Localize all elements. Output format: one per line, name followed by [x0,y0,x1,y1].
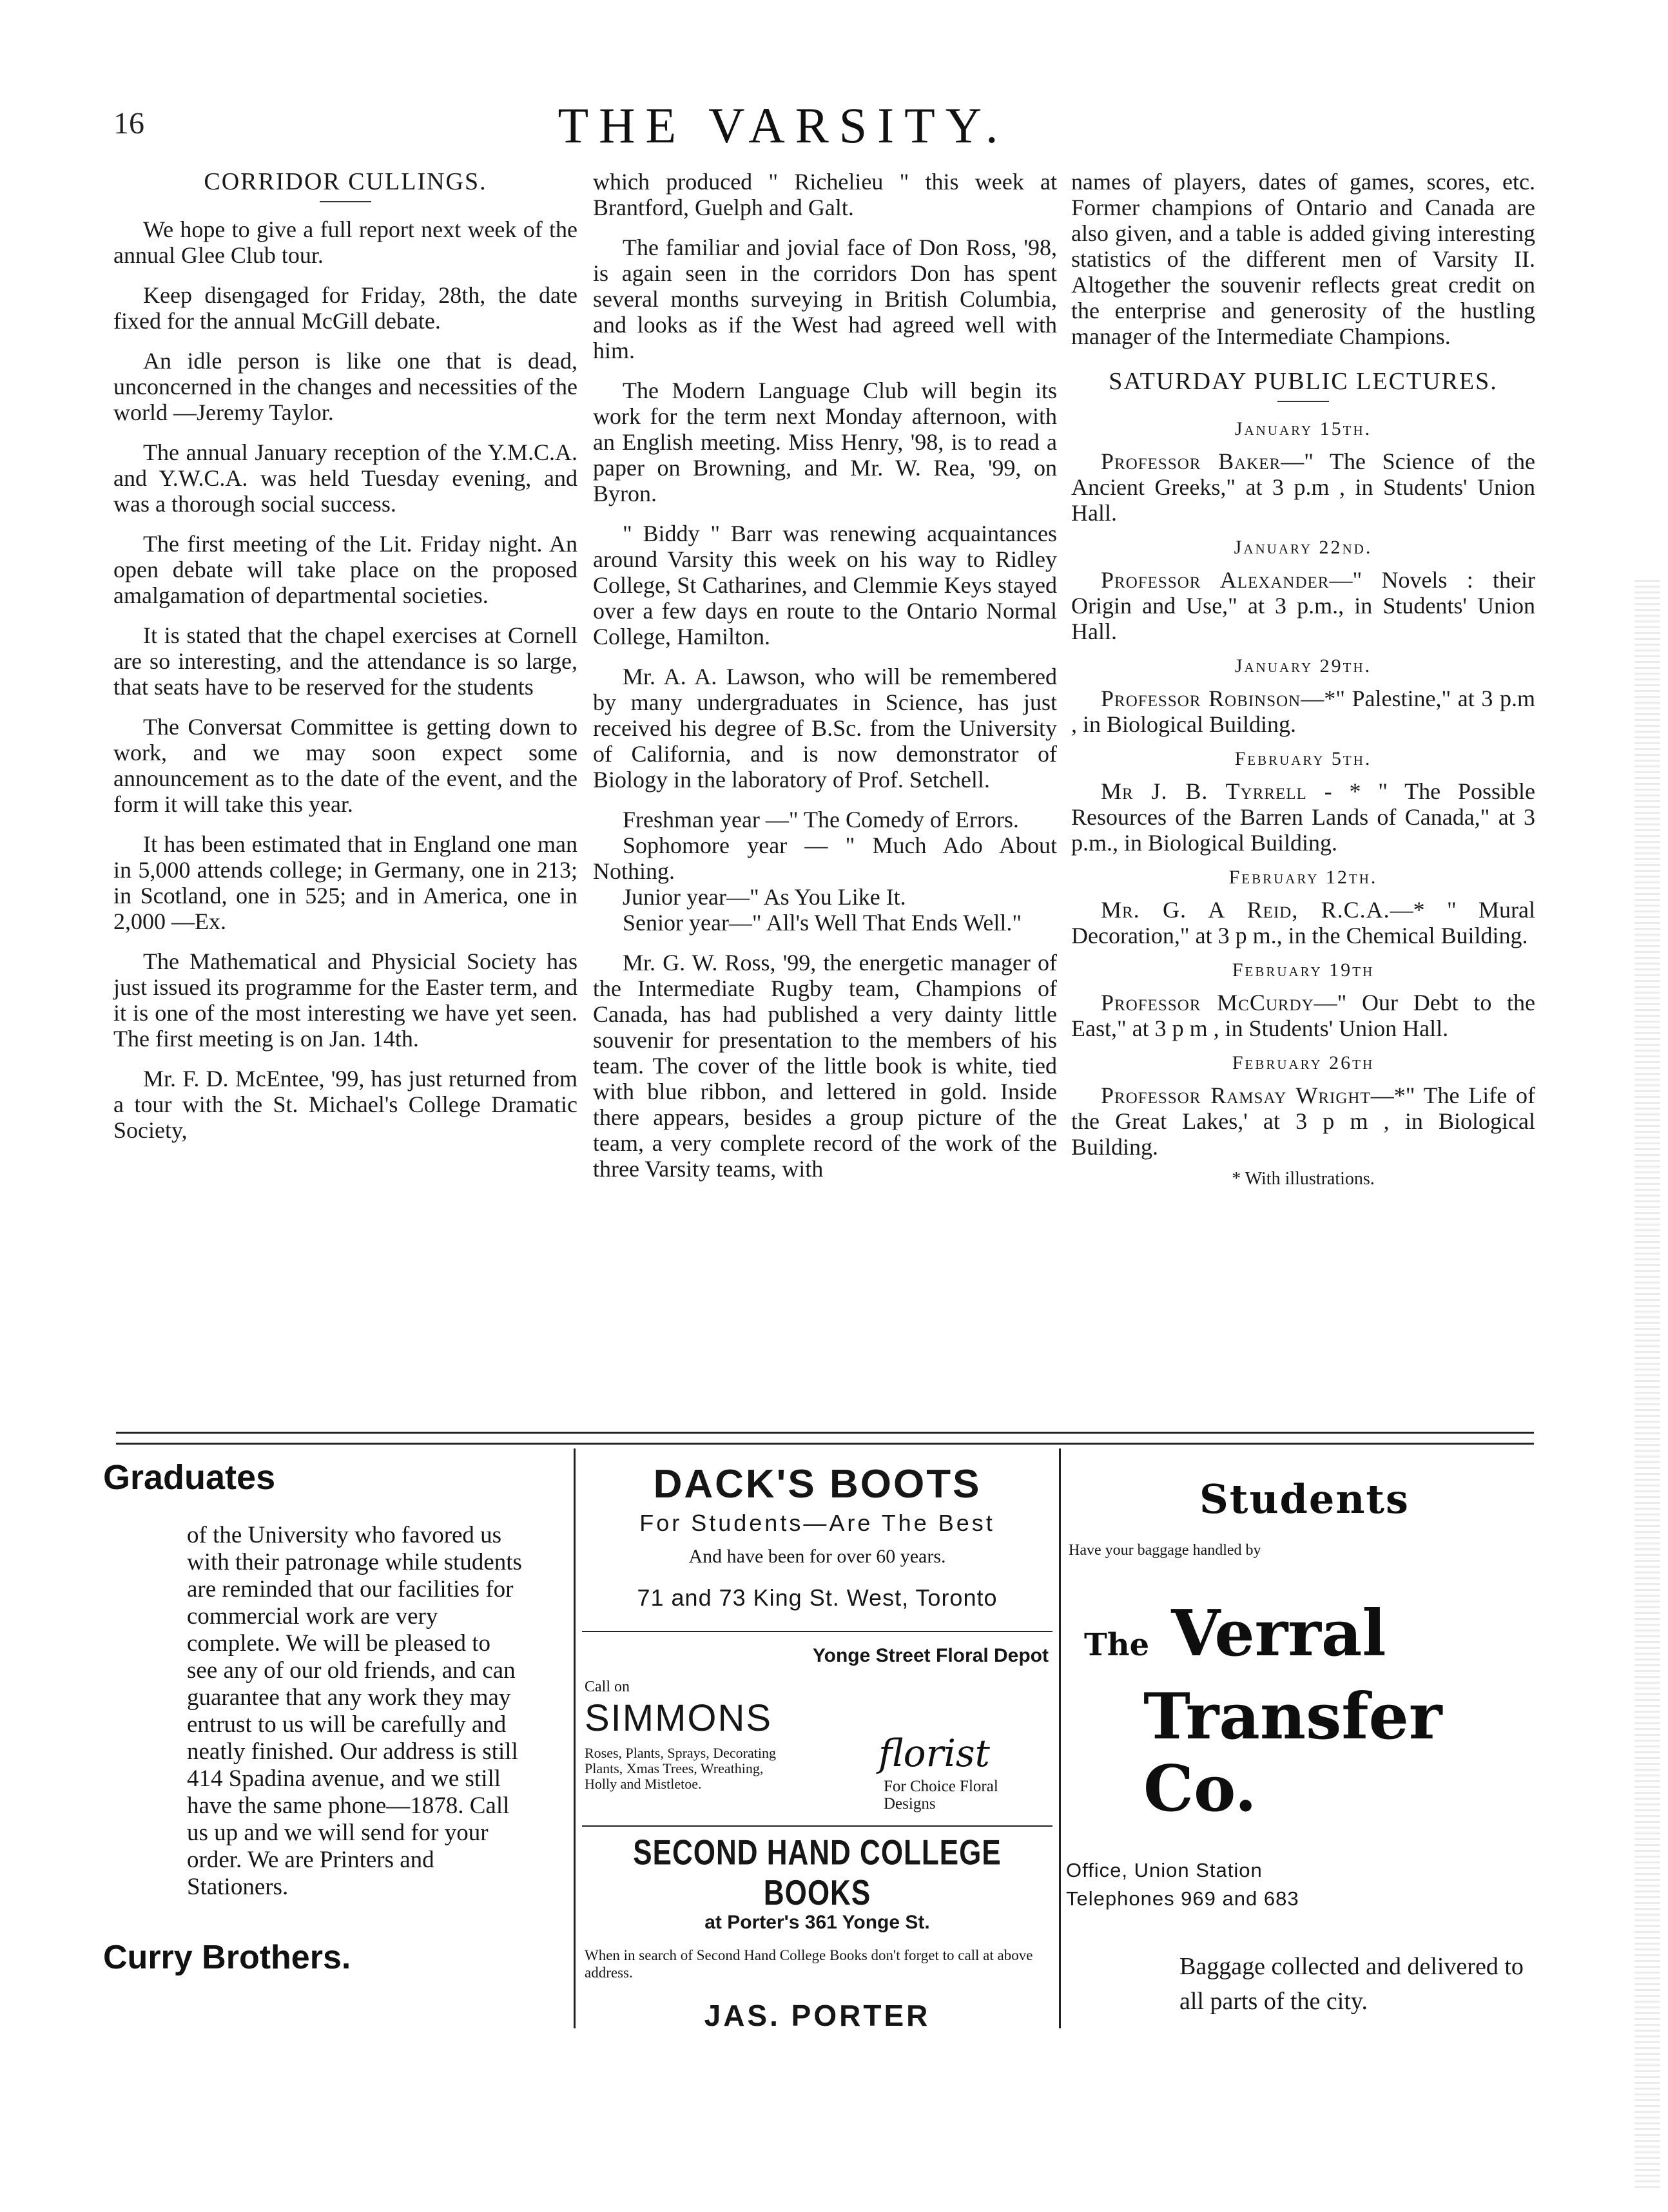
ad-simmons-items: Roses, Plants, Sprays, Decorating Plants, Xmas Trees, Wreathing, Holly and Mistletoe. [585,1745,776,1792]
ad-verral-office [1066,1856,1543,1913]
play-item: Sophomore year — " Much Ado About Nothing. [593,832,1057,884]
ad-simmons-name: SIMMONS [585,1697,773,1739]
ad-porter-name: JAS. PORTER [704,1999,931,2032]
ad-simmons-call-on: Call on [585,1678,630,1695]
page-number: 16 [113,106,144,140]
paragraph: It is stated that the chapel exercises at Cornell are so interesting, and the attendance is so large, that seats have to be reserved for the students [113,622,577,700]
lecture-date: January 22nd. [1234,537,1373,558]
ad-dack-subtitle: For Students—Are The Best [639,1510,995,1536]
ad-verral-company-line2: Transfer [1143,1680,1442,1754]
ad-curry-brothers [103,1457,554,1977]
lecture-speaker: Professor Baker [1101,448,1281,474]
ad-verral-word: Verral [1171,1597,1386,1671]
paragraph: names of players, dates of games, scores, etc. Former champions of Ontario and Canada are also given, and a table is added giving interesting statistics of the different men of Varsity II. Altogether the souvenir reflects great credit on the enterprise and generosity of the hustling manager of the Intermediate Champions. [1071,169,1535,349]
paragraph: Mr. A. A. Lawson, who will be remembered by many undergraduates in Science, has just received his degree of B.Sc. from the University of California, and is now demonstrator of Biology in the laboratory of Prof. Setchell. [593,664,1057,793]
lecture-text: —*" The Life of the Great Lakes,' at 3 p m , in Biological Building. [1071,1082,1536,1160]
lecture-entry [1071,778,1535,856]
ad-verral-transfer [1066,1457,1543,2019]
ad-verral-office-line: Office, Union Station [1066,1859,1263,1881]
paragraph: It has been estimated that in England one man in 5,000 attends college; in Germany, one in 213; in Scotland, one in 525; and in America, one in 2,000 —Ex. [113,831,577,934]
ad-verral-telephones: Telephones 969 and 683 [1066,1887,1299,1910]
paragraph: The Mathematical and Physicial Society has just issued its programme for the Easter term, and it is one of the most interesting we have yet seen. The first meeting is on Jan. 14th. [113,948,577,1052]
ad-simmons-depot: Yonge Street Floral Depot [812,1645,1049,1666]
ad-porter-title: SECOND HAND COLLEGE BOOKS [633,1832,1002,1913]
ad-dack-title: DACK'S BOOTS [653,1462,982,1506]
ad-signature: Curry Brothers. [103,1939,351,1976]
paragraph: The Modern Language Club will begin its work for the term next Monday afternoon, with an English meeting. Miss Henry, '98, is to read a paper on Browning, and Mr. W. Rea, '99, on Byron. [593,378,1057,506]
ad-title: Graduates [103,1458,276,1497]
lecture-text: —" Our Debt to the East," at 3 p m , in Students' Union Hall. [1071,990,1535,1041]
section-double-rule [116,1432,1534,1445]
lecture-date: February 5th. [1234,748,1372,769]
lecture-date: February 26th [1232,1052,1375,1073]
ad-body: of the University who favored us with their patronage while students are reminded that our facilities for commercial work are very complete. We will be pleased to see any of our old friends, and can guarantee that any work they may entrust to us will be carefully and neatly finished. Our address is still 414 Spadina avenue, and we still have the same phone—1878. Call us up and we will send for your order. We are Printers and Stationers. [187,1522,522,1900]
lecture-date: January 15th. [1234,418,1372,439]
paragraph: An idle person is like one that is dead, unconcerned in the changes and necessities of the world —Jeremy Taylor. [113,348,577,425]
lecture-speaker: Professor Robinson [1101,686,1301,711]
ad-porter-note: When in search of Second Hand College Books don't forget to call at above address. [585,1947,1033,1981]
lecture-entry [1071,1082,1535,1160]
ad-dack-address: 71 and 73 King St. West, Toronto [637,1584,998,1611]
lecture-text: —*" Palestine," at 3 p.m , in Biological Building. [1071,686,1535,737]
masthead: THE VARSITY. [558,97,1009,153]
lecture-speaker: Mr. G. A Reid, R.C.A. [1101,897,1390,923]
lecture-speaker: Professor Ramsay Wright [1101,1082,1371,1108]
play-item: Freshman year —" The Comedy of Errors. [623,807,1019,832]
section-heading-corridor-cullings: CORRIDOR CULLINGS. [204,168,487,195]
lecture-speaker: Professor McCurdy [1101,990,1314,1015]
paragraph: Mr. G. W. Ross, '99, the energetic manager of the Intermediate Rugby team, Champions of Canada, has had published a very dainty little souvenir for presentation to the members of his team. The cover of the little book is white, tied with blue ribbon, and lettered in gold. Inside there appears, besides a group picture of the team, a very complete record of the work of the three Varsity teams, with [593,950,1057,1182]
column-3 [1071,169,1535,1192]
paragraph: Mr. F. D. McEntee, '99, has just returned from a tour with the St. Michael's College Dramatic Society, [113,1066,577,1143]
ad-verral-body: Baggage collected and delivered to all parts of the city. [1179,1953,1524,2015]
paragraph: The first meeting of the Lit. Friday night. An open debate will take place on the proposed amalgamation of departmental societies. [113,531,577,608]
ad-simmons-florist: florist [878,1731,990,1775]
ad-dack-line: And have been for over 60 years. [688,1546,946,1567]
column-1 [113,169,577,1157]
ad-verral-title: Students [1199,1476,1410,1523]
lecture-entry [1071,567,1535,644]
paragraph: " Biddy " Barr was renewing acquaintances around Varsity this week on his way to Ridley College, St Catharines, and Clemmie Keys stayed over a few days en route to the Ontario Normal College, Hamilton. [593,521,1057,649]
lecture-speaker: Mr J. B. Tyrrell [1101,778,1307,804]
ad-simmons [576,1632,1059,1825]
paragraph: The annual January reception of the Y.M.C.A. and Y.W.C.A. was held Tuesday evening, and was a thorough social success. [113,439,577,517]
play-item: Senior year—" All's Well That Ends Well." [623,910,1022,936]
heading-rule [320,201,371,202]
lecture-entry [1071,990,1535,1041]
lecture-text: —" Novels : their Origin and Use," at 3 p.m., in Students' Union Hall. [1071,567,1535,644]
paragraph: We hope to give a full report next week of the annual Glee Club tour. [113,216,577,268]
footnote: * With illustrations. [1232,1169,1375,1189]
ad-verral-baggage: Have your baggage handled by [1069,1542,1261,1559]
lecture-text: —" The Science of the Ancient Greeks," at 3 p.m , in Students' Union Hall. [1071,448,1536,526]
plays-list [593,807,1057,936]
lecture-text: —* " Mural Decoration," at 3 p m., in the Chemical Building. [1071,897,1535,948]
lecture-entry [1071,686,1535,737]
column-2 [593,169,1057,1196]
ad-verral-company-line1 [1084,1598,1543,1681]
paragraph: which produced " Richelieu " this week at Brantford, Guelph and Galt. [593,169,1057,220]
paragraph: The familiar and jovial face of Don Ross, '98, is again seen in the corridors Don has spent several months surveying in British Columbia, and looks as if the West had agreed well with him. [593,235,1057,363]
ad-verral-company-line3: Co. [1143,1752,1257,1826]
ad-verral-the: The [1084,1627,1150,1663]
ad-porter-address: at Porter's 361 Yonge St. [704,1912,930,1933]
paragraph: Keep disengaged for Friday, 28th, the date fixed for the annual McGill debate. [113,282,577,334]
play-item: Junior year—" As You Like It. [623,884,906,910]
lecture-entry [1071,448,1535,526]
lecture-entry [1071,897,1535,948]
ad-middle-column [574,1448,1061,2032]
lecture-date: January 29th. [1234,655,1372,677]
paragraph: The Conversat Committee is getting down to work, and we may soon expect some announcement as to the date of the event, and the form it will take this year. [113,714,577,817]
lecture-speaker: Professor Alexander [1101,567,1330,593]
ad-divider [582,1825,1052,1827]
lecture-text: - * " The Possible Resources of the Barren Lands of Canada," at 3 p.m., in Biological Building. [1071,778,1535,856]
scan-edge-noise [1634,580,1660,2191]
heading-rule [1277,401,1329,402]
ad-simmons-choice: For Choice Floral Designs [884,1778,998,1813]
lecture-date: February 12th. [1228,867,1378,888]
lecture-date: February 19th [1232,959,1375,981]
section-heading-saturday-lectures: SATURDAY PUBLIC LECTURES. [1109,368,1498,395]
